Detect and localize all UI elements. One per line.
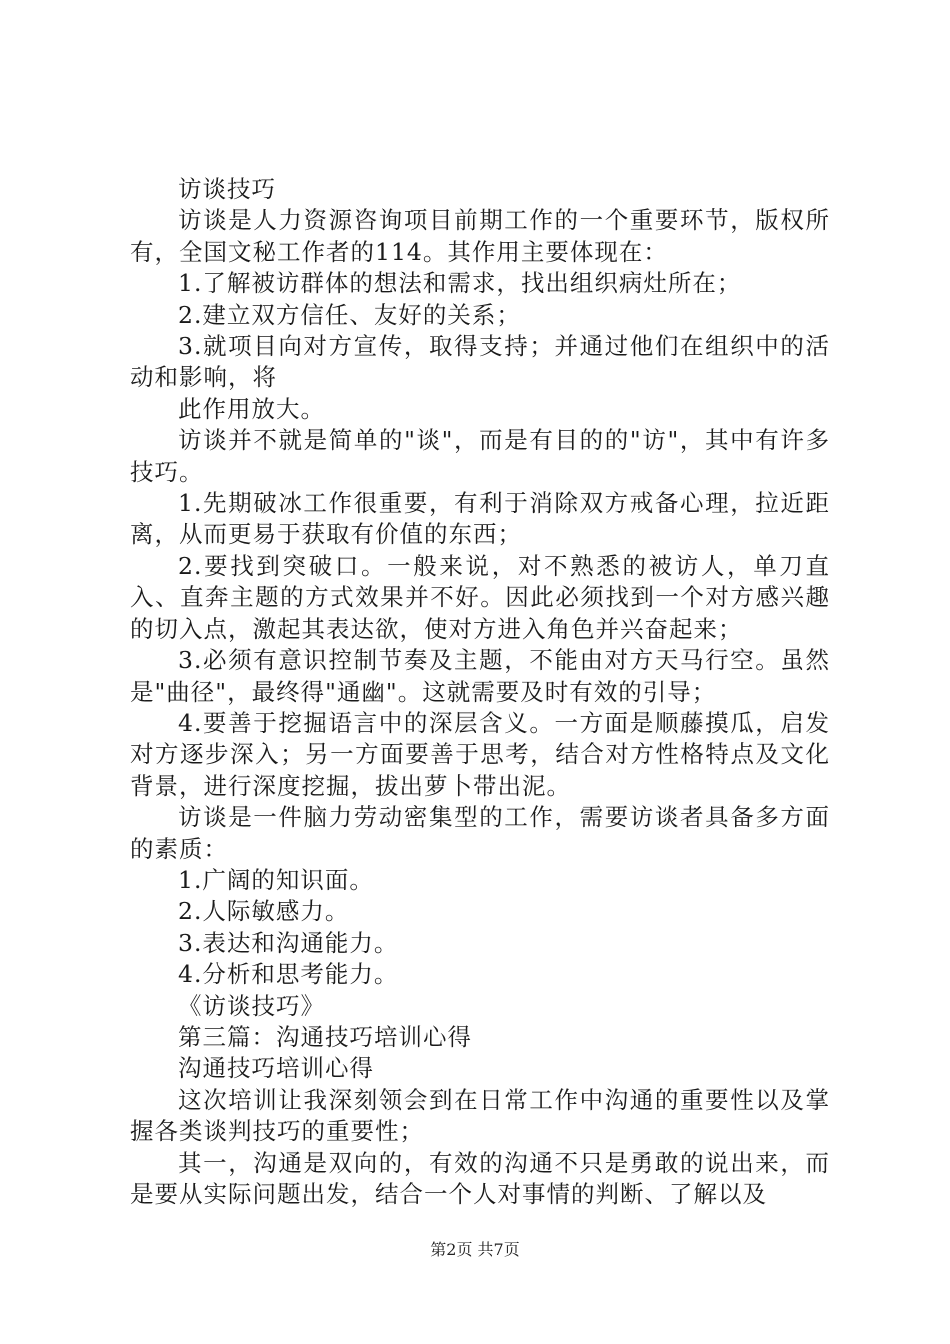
paragraph: 此作用放大。 — [178, 394, 325, 423]
paragraph: 3.必须有意识控制节奏及主题，不能由对方天马行空。虽然是"曲径"，最终得"通幽"。这就需要及时有效的引导； — [130, 646, 830, 706]
section-title: 沟通技巧培训心得 — [178, 1054, 374, 1083]
paragraph: 访谈技巧 — [178, 175, 276, 203]
paragraph: 2.人际敏感力。 — [178, 897, 350, 926]
paragraph: 2.建立双方信任、友好的关系； — [178, 300, 521, 329]
paragraph: 1.广阔的知识面。 — [178, 865, 374, 894]
paragraph: 这次培训让我深刻领会到在日常工作中沟通的重要性以及掌握各类谈判技巧的重要性； — [130, 1085, 830, 1146]
page-number-footer: 第2页 共7页 — [430, 1240, 520, 1259]
paragraph: 访谈并不就是简单的"谈"，而是有目的的"访"，其中有许多技巧。 — [130, 426, 830, 486]
paragraph: 其一，沟通是双向的，有效的沟通不只是勇敢的说出来，而是要从实际问题出发，结合一个人对事情的判断、了解以及 — [130, 1148, 830, 1208]
document-body — [130, 174, 830, 1210]
paragraph: 4.要善于挖掘语言中的深层含义。一方面是顺藤摸瓜，启发对方逐步深入；另一方面要善于思考，结合对方性格特点及文化背景，进行深度挖掘，拔出萝卜带出泥。 — [130, 708, 830, 800]
paragraph: 访谈是人力资源咨询项目前期工作的一个重要环节，版权所有，全国文秘工作者的114。其作用主要体现在： — [130, 206, 830, 266]
paragraph: 2.要找到突破口。一般来说，对不熟悉的被访人，单刀直入、直奔主题的方式效果并不好。因此必须找到一个对方感兴趣的切入点，激起其表达欲，使对方进入角色并兴奋起来； — [130, 551, 830, 643]
paragraph: 1.先期破冰工作很重要，有利于消除双方戒备心理，拉近距离，从而更易于获取有价值的东西； — [130, 489, 830, 549]
section-heading: 第三篇：沟通技巧培训心得 — [178, 1022, 472, 1051]
paragraph: 1.了解被访群体的想法和需求，找出组织病灶所在； — [178, 269, 742, 298]
paragraph: 3.表达和沟通能力。 — [178, 928, 399, 957]
paragraph: 访谈是一件脑力劳动密集型的工作，需要访谈者具备多方面的素质： — [130, 803, 830, 863]
paragraph: 3.就项目向对方宣传，取得支持；并通过他们在组织中的活动和影响，将 — [130, 332, 830, 392]
paragraph: 4.分析和思考能力。 — [178, 960, 399, 989]
paragraph: 《访谈技巧》 — [178, 991, 325, 1020]
